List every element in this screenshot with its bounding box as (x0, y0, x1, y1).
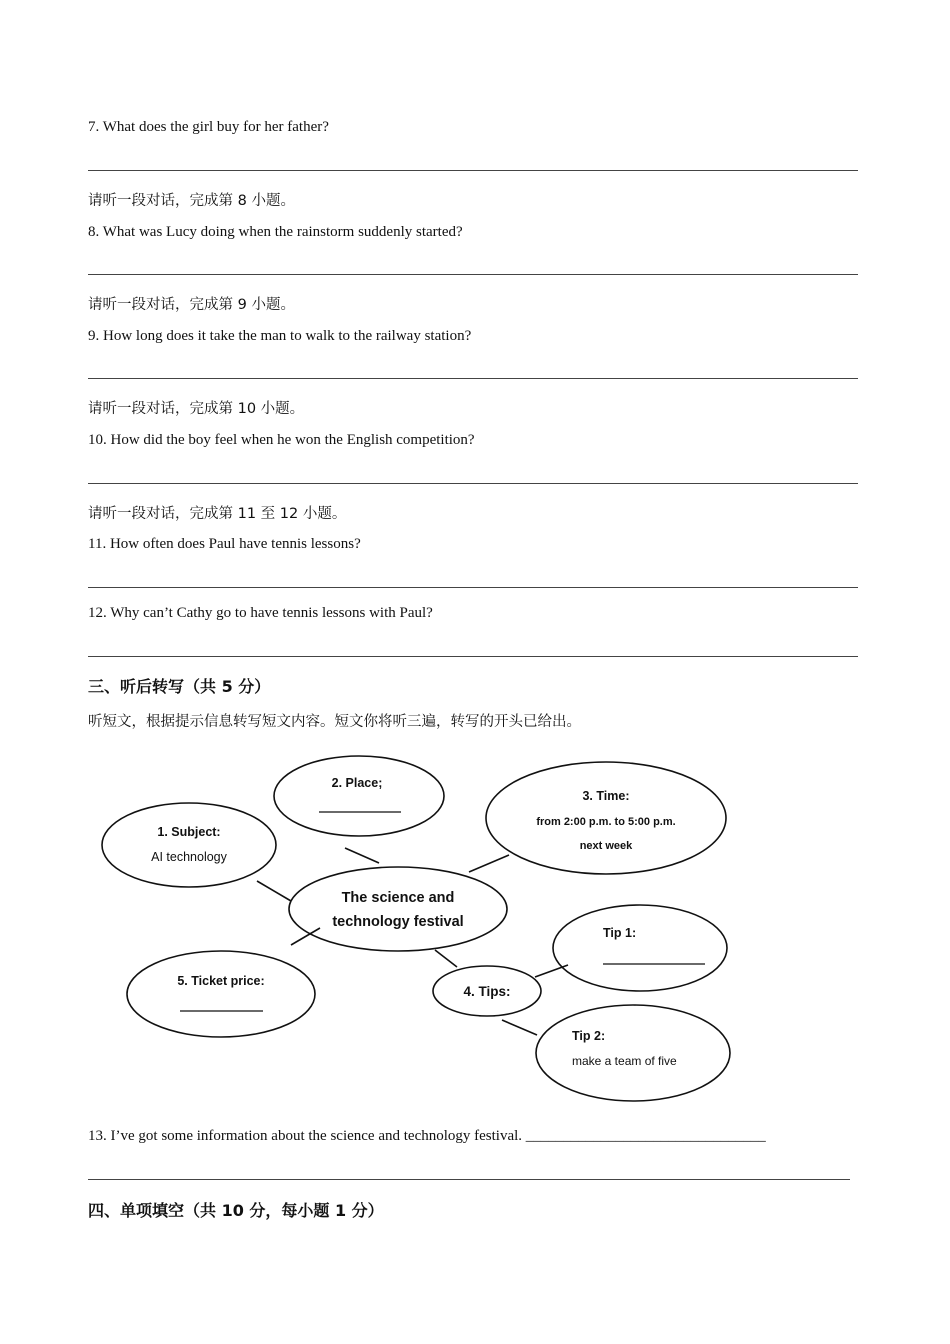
connector-tips (435, 950, 457, 967)
time-label: 3. Time: (582, 789, 630, 803)
answer-line-10[interactable] (88, 483, 858, 484)
question-12: 12. Why can’t Cathy go to have tennis lessons with Paul? (88, 605, 433, 621)
instruction-9: 请听一段对话，完成第 9 小题。 (88, 297, 295, 313)
subject-bubble (102, 803, 276, 887)
center-line-2: technology festival (332, 914, 464, 930)
subject-label: 1. Subject: (157, 825, 221, 839)
time-value: from 2:00 p.m. to 5:00 p.m. (536, 816, 676, 828)
answer-line-12[interactable] (88, 656, 858, 657)
connector-place (345, 848, 379, 863)
answer-line-11[interactable] (88, 587, 858, 588)
section-3-title: 三、听后转写（共 5 分） (88, 677, 271, 696)
tip2-label: Tip 2: (572, 1029, 606, 1043)
place-label: 2. Place; (331, 776, 383, 790)
tip2-bubble (536, 1005, 730, 1101)
tip1-bubble (553, 905, 727, 991)
question-10: 10. How did the boy feel when he won the English competition? (88, 432, 475, 448)
subject-value: AI technology (151, 850, 227, 864)
question-7: 7. What does the girl buy for her father? (88, 119, 329, 135)
question-11: 11. How often does Paul have tennis lessons? (88, 536, 361, 552)
section-4-title: 四、单项填空（共 10 分，每小题 1 分） (88, 1201, 384, 1220)
answer-line-13[interactable] (88, 1179, 850, 1180)
answer-line-9[interactable] (88, 378, 858, 379)
instruction-10: 请听一段对话，完成第 10 小题。 (88, 401, 305, 417)
center-line-1: The science and (341, 890, 455, 906)
tip2-value: make a team of five (572, 1054, 677, 1068)
tips-label: 4. Tips: (463, 984, 511, 999)
connector-tip1 (535, 965, 568, 977)
time-value-2: next week (579, 840, 633, 852)
place-bubble (274, 756, 444, 836)
question-8: 8. What was Lucy doing when the rainstorm suddenly started? (88, 224, 463, 240)
question-13: 13. I’ve got some information about the science and technology festival. ________________________________ (88, 1128, 766, 1144)
ticket-label: 5. Ticket price: (177, 974, 265, 988)
tip1-label: Tip 1: (603, 926, 637, 940)
ticket-bubble (127, 951, 315, 1037)
mind-map-diagram (95, 745, 755, 1105)
question-9: 9. How long does it take the man to walk to the railway station? (88, 328, 472, 344)
answer-line-8[interactable] (88, 274, 858, 275)
center-bubble (289, 867, 507, 951)
section-3-instruction: 听短文，根据提示信息转写短文内容。短文你将听三遍，转写的开头已给出。 (88, 714, 581, 730)
answer-line-7[interactable] (88, 170, 858, 171)
instruction-11-12: 请听一段对话，完成第 11 至 12 小题。 (88, 506, 347, 522)
connector-subject (257, 881, 291, 901)
connector-time (469, 855, 509, 872)
connector-tip2 (502, 1020, 537, 1035)
instruction-8: 请听一段对话，完成第 8 小题。 (88, 193, 295, 209)
